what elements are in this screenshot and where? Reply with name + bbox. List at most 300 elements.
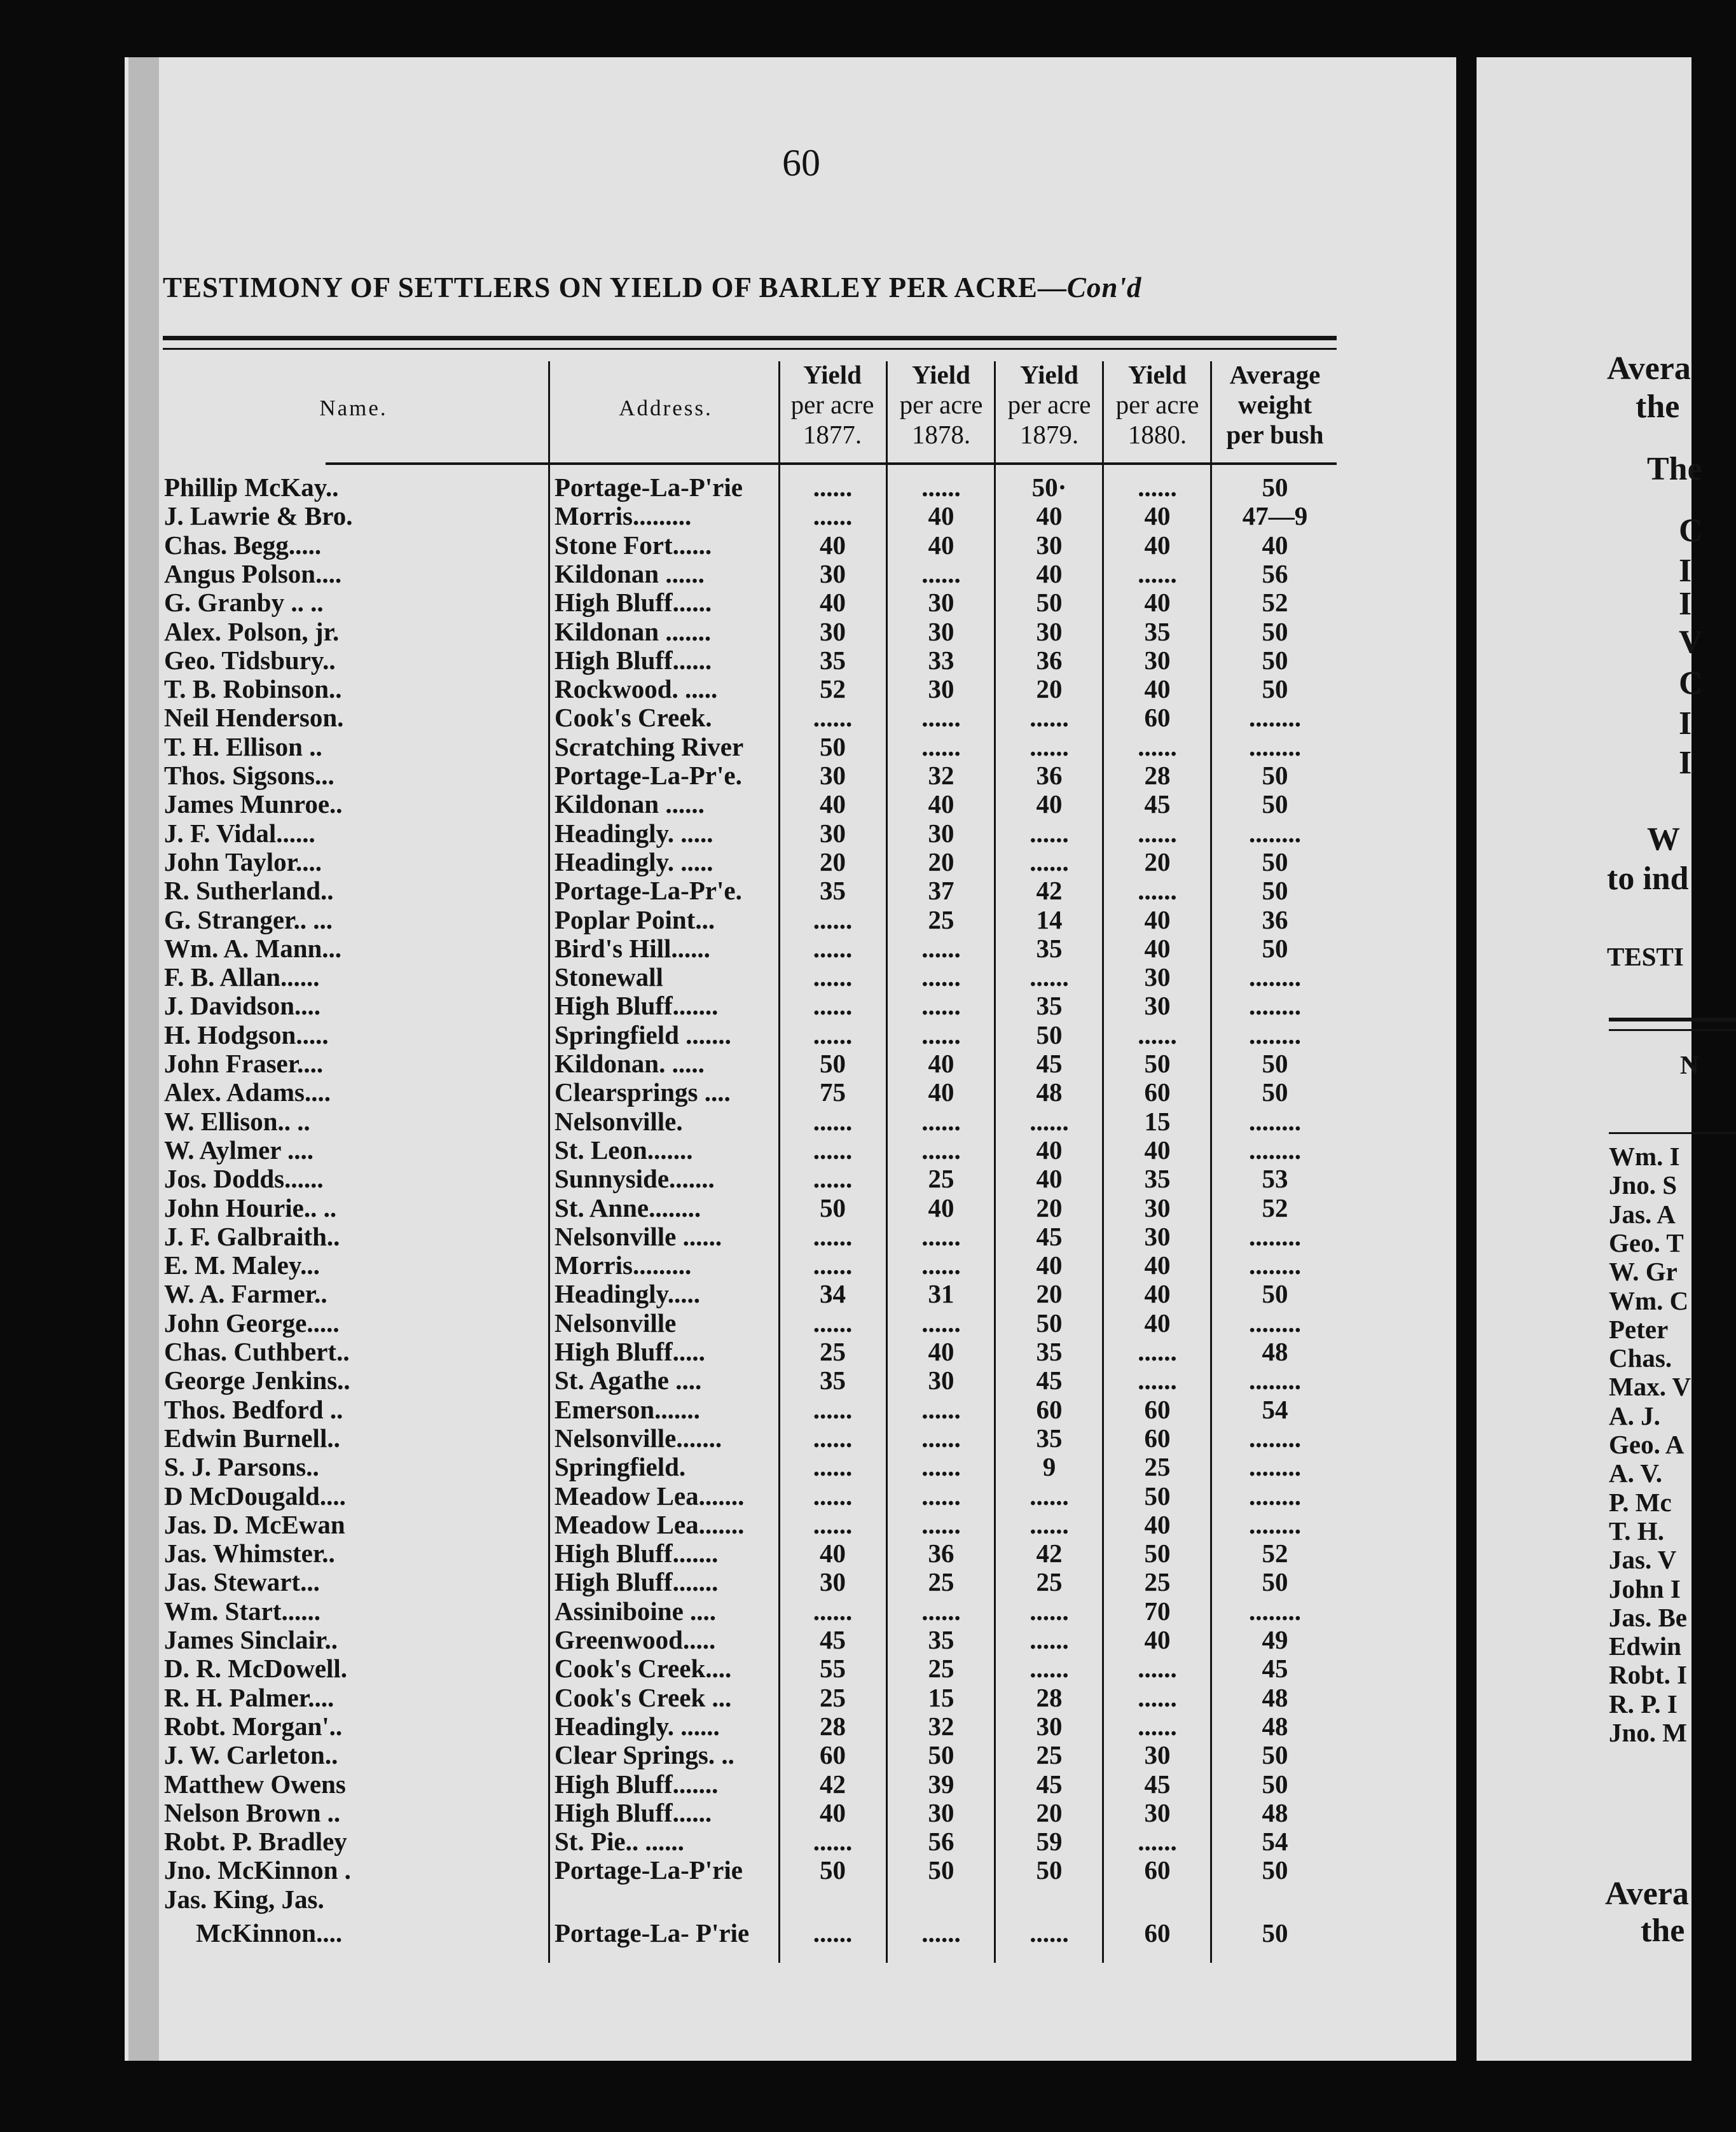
cell-avg: 50 bbox=[1262, 674, 1288, 704]
header-line: Yield bbox=[1128, 360, 1187, 389]
cell-name: Edwin Burnell.. bbox=[164, 1423, 340, 1453]
cell-avg: ........ bbox=[1249, 1481, 1301, 1511]
cell-y1877: 40 bbox=[820, 789, 846, 819]
cell-address: Kildonan ...... bbox=[555, 789, 705, 819]
right-page-text: Max. V bbox=[1609, 1372, 1691, 1402]
cell-avg: 40 bbox=[1262, 530, 1288, 560]
cell-y1878: 25 bbox=[928, 904, 954, 934]
cell-y1877: ...... bbox=[813, 1308, 853, 1338]
cell-address: St. Anne........ bbox=[555, 1193, 701, 1222]
cell-name: Angus Polson.... bbox=[164, 558, 342, 588]
right-page-text: Peter bbox=[1609, 1314, 1669, 1344]
cell-name: John Fraser.... bbox=[164, 1049, 324, 1078]
cell-y1877: ...... bbox=[813, 1106, 853, 1136]
cell-name: Robt. P. Bradley bbox=[164, 1827, 347, 1857]
cell-avg: 50 bbox=[1262, 1049, 1288, 1078]
cell-y1878: ...... bbox=[921, 1308, 961, 1338]
cell-y1880: ...... bbox=[1138, 1020, 1177, 1049]
cell-address: Portage-La-Pr'e. bbox=[555, 876, 742, 906]
cell-y1880: 50 bbox=[1144, 1539, 1171, 1568]
cell-y1879: ...... bbox=[1030, 962, 1069, 992]
right-page bbox=[1477, 57, 1703, 2061]
cell-y1880: 30 bbox=[1144, 645, 1171, 675]
cell-name: Thos. Sigsons... bbox=[164, 761, 334, 790]
cell-avg: 50 bbox=[1262, 645, 1288, 675]
cell-y1880: ...... bbox=[1138, 558, 1177, 588]
cell-avg: 50 bbox=[1262, 761, 1288, 790]
cell-name: Wm. A. Mann... bbox=[164, 933, 342, 963]
cell-y1879: 30 bbox=[1036, 616, 1063, 646]
cell-name: J. F. Vidal...... bbox=[164, 818, 315, 848]
cell-y1878: 50 bbox=[928, 1855, 954, 1885]
right-page-rule bbox=[1609, 1132, 1736, 1134]
cell-avg: 50 bbox=[1262, 1918, 1288, 1948]
header-name: Name. bbox=[319, 396, 388, 420]
cell-y1878: 32 bbox=[928, 1711, 954, 1741]
cell-avg: ........ bbox=[1249, 703, 1301, 733]
cell-avg: ........ bbox=[1249, 1221, 1301, 1251]
cell-y1878: 40 bbox=[928, 1077, 954, 1107]
cell-y1879: ...... bbox=[1030, 818, 1069, 848]
right-page-text: Jas. Be bbox=[1609, 1602, 1687, 1632]
cell-y1877: ...... bbox=[813, 1452, 853, 1482]
cell-y1880: ...... bbox=[1138, 1711, 1177, 1741]
cell-y1879: ...... bbox=[1030, 1509, 1069, 1539]
cell-avg: 56 bbox=[1262, 558, 1288, 588]
cell-y1879: 25 bbox=[1036, 1740, 1063, 1770]
cell-y1879: ...... bbox=[1030, 1106, 1069, 1136]
cell-avg: ........ bbox=[1249, 1423, 1301, 1453]
cell-name: Robt. Morgan'.. bbox=[164, 1711, 343, 1741]
cell-name: James Munroe.. bbox=[164, 789, 343, 819]
cell-y1877: 75 bbox=[820, 1077, 846, 1107]
cell-address: High Bluff....... bbox=[555, 991, 719, 1021]
cell-y1880: 60 bbox=[1144, 1918, 1171, 1948]
cell-avg: 53 bbox=[1262, 1164, 1288, 1194]
cell-address: High Bluff....... bbox=[555, 1539, 719, 1568]
cell-y1877: 45 bbox=[820, 1625, 846, 1654]
right-page-text: Jas. V bbox=[1609, 1545, 1677, 1575]
cell-y1877: 50 bbox=[820, 1049, 846, 1078]
cell-avg: 50 bbox=[1262, 1769, 1288, 1799]
cell-avg: 50 bbox=[1262, 1740, 1288, 1770]
cell-y1879: 40 bbox=[1036, 558, 1063, 588]
header-line: Yield bbox=[1020, 360, 1078, 389]
right-page-text: Avera bbox=[1607, 350, 1691, 387]
cell-y1879: 42 bbox=[1036, 1539, 1063, 1568]
right-page-text: Chas. bbox=[1609, 1343, 1672, 1373]
cell-y1878: ...... bbox=[921, 1394, 961, 1424]
right-page-text: Jno. S bbox=[1609, 1170, 1677, 1200]
cell-name: E. M. Maley... bbox=[164, 1250, 320, 1280]
header-line: per acre bbox=[790, 390, 874, 419]
cell-y1877: 30 bbox=[820, 818, 846, 848]
cell-y1877: 60 bbox=[820, 1740, 846, 1770]
cell-address: Emerson....... bbox=[555, 1394, 700, 1424]
cell-address: Cook's Creek. bbox=[555, 703, 712, 733]
cell-address: St. Leon....... bbox=[555, 1135, 693, 1165]
cell-y1877: 55 bbox=[820, 1654, 846, 1684]
cell-address: Poplar Point... bbox=[555, 904, 715, 934]
header-line: per acre bbox=[899, 390, 983, 419]
cell-avg: 50 bbox=[1262, 1077, 1288, 1107]
cell-y1880: 40 bbox=[1144, 933, 1171, 963]
cell-y1877: 30 bbox=[820, 761, 846, 790]
cell-address: Nelsonville ...... bbox=[555, 1221, 722, 1251]
cell-y1878: ...... bbox=[921, 1423, 961, 1453]
cell-y1877: ...... bbox=[813, 1250, 853, 1280]
cell-address: Greenwood..... bbox=[555, 1625, 716, 1654]
cell-y1877: ...... bbox=[813, 1423, 853, 1453]
cell-y1877: 40 bbox=[820, 1539, 846, 1568]
cell-y1877: ...... bbox=[813, 933, 853, 963]
table-top-rule-thin bbox=[163, 348, 1337, 350]
cell-y1879: 40 bbox=[1036, 1164, 1063, 1194]
cell-name: S. J. Parsons.. bbox=[164, 1452, 319, 1482]
cell-avg: ........ bbox=[1249, 1308, 1301, 1338]
cell-y1879: 50 bbox=[1036, 1020, 1063, 1049]
header-line: per acre bbox=[1007, 390, 1091, 419]
right-page-text: to ind bbox=[1607, 861, 1689, 897]
cell-y1877: 40 bbox=[820, 1797, 846, 1827]
cell-address: Nelsonville bbox=[555, 1308, 677, 1338]
cell-name: Matthew Owens bbox=[164, 1769, 346, 1799]
cell-address: Portage-La-P'rie bbox=[555, 473, 743, 502]
cell-name: J. Lawrie & Bro. bbox=[164, 501, 353, 531]
cell-name: J. F. Galbraith.. bbox=[164, 1221, 340, 1251]
cell-avg: ........ bbox=[1249, 1106, 1301, 1136]
cell-y1877: ...... bbox=[813, 501, 853, 531]
header-yield-1878 bbox=[887, 360, 995, 450]
cell-address: Clearsprings .... bbox=[555, 1077, 731, 1107]
cell-y1880: ...... bbox=[1138, 731, 1177, 761]
cell-y1878: 35 bbox=[928, 1625, 954, 1654]
cell-avg: 50 bbox=[1262, 616, 1288, 646]
cell-avg: ........ bbox=[1249, 1020, 1301, 1049]
cell-y1878: 15 bbox=[928, 1682, 954, 1712]
cell-name: Nelson Brown .. bbox=[164, 1797, 341, 1827]
cell-y1879: 45 bbox=[1036, 1221, 1063, 1251]
cell-name: T. H. Ellison .. bbox=[164, 731, 322, 761]
cell-y1877: 25 bbox=[820, 1337, 846, 1366]
right-page-text: A. J. bbox=[1609, 1401, 1660, 1430]
cell-address: Headingly. ...... bbox=[555, 1711, 720, 1741]
cell-name: R. H. Palmer.... bbox=[164, 1682, 334, 1712]
right-page-text: the bbox=[1636, 389, 1680, 425]
cell-name: James Sinclair.. bbox=[164, 1625, 338, 1654]
cell-y1879: 35 bbox=[1036, 991, 1063, 1021]
cell-address: Clear Springs. .. bbox=[555, 1740, 734, 1770]
right-page-text: TESTI bbox=[1607, 942, 1684, 971]
cell-y1877: 30 bbox=[820, 616, 846, 646]
cell-y1878: ...... bbox=[921, 731, 961, 761]
cell-avg: 52 bbox=[1262, 1193, 1288, 1222]
cell-y1877: 42 bbox=[820, 1769, 846, 1799]
page-title bbox=[163, 271, 1141, 304]
cell-address: High Bluff..... bbox=[555, 1337, 705, 1366]
cell-y1878: ...... bbox=[921, 1481, 961, 1511]
cell-y1880: 30 bbox=[1144, 991, 1171, 1021]
right-page-text: V bbox=[1679, 624, 1703, 660]
cell-y1880: 20 bbox=[1144, 847, 1171, 876]
cell-name: G. Stranger.. ... bbox=[164, 904, 333, 934]
cell-address: Meadow Lea....... bbox=[555, 1509, 745, 1539]
cell-y1879: 59 bbox=[1036, 1827, 1063, 1857]
cell-y1880: 40 bbox=[1144, 1308, 1171, 1338]
cell-y1877: ...... bbox=[813, 1596, 853, 1626]
cell-y1878: 40 bbox=[928, 501, 954, 531]
cell-y1880: 30 bbox=[1144, 1797, 1171, 1827]
header-line: 1880. bbox=[1127, 420, 1187, 449]
cell-y1880: ...... bbox=[1138, 1654, 1177, 1684]
cell-y1877: 20 bbox=[820, 847, 846, 876]
cell-y1878: ...... bbox=[921, 1221, 961, 1251]
cell-y1880: ...... bbox=[1138, 1682, 1177, 1712]
page-number: 60 bbox=[782, 142, 820, 184]
cell-y1880: 40 bbox=[1144, 501, 1171, 531]
right-page-text: Geo. T bbox=[1609, 1228, 1684, 1257]
cell-avg: 50 bbox=[1262, 1855, 1288, 1885]
cell-y1878: ...... bbox=[921, 933, 961, 963]
cell-y1878: 30 bbox=[928, 588, 954, 618]
cell-y1877: 35 bbox=[820, 876, 846, 906]
right-page-text: Avera bbox=[1605, 1876, 1689, 1912]
cell-avg: ........ bbox=[1249, 1135, 1301, 1165]
cell-y1878: ...... bbox=[921, 558, 961, 588]
right-page-text: Jno. M bbox=[1609, 1718, 1687, 1747]
right-page-text: I bbox=[1679, 586, 1692, 622]
cell-y1880: ...... bbox=[1138, 1827, 1177, 1857]
cell-address: Headingly. ..... bbox=[555, 847, 713, 876]
cell-name: Jas. D. McEwan bbox=[164, 1509, 345, 1539]
cell-name: W. A. Farmer.. bbox=[164, 1279, 327, 1309]
right-page-text: I bbox=[1679, 745, 1692, 781]
table-top-rule bbox=[163, 336, 1337, 340]
cell-address: Kildonan ....... bbox=[555, 616, 712, 646]
cell-y1879: 20 bbox=[1036, 1797, 1063, 1827]
cell-y1879: 36 bbox=[1036, 645, 1063, 675]
cell-y1879: 48 bbox=[1036, 1077, 1063, 1107]
cell-y1878: ...... bbox=[921, 962, 961, 992]
cell-avg: 50 bbox=[1262, 789, 1288, 819]
cell-y1879: 42 bbox=[1036, 876, 1063, 906]
cell-y1877: ...... bbox=[813, 1918, 853, 1948]
cell-avg: 45 bbox=[1262, 1654, 1288, 1684]
cell-y1877: 50 bbox=[820, 731, 846, 761]
cell-y1880: 40 bbox=[1144, 904, 1171, 934]
cell-address: High Bluff...... bbox=[555, 645, 712, 675]
cell-y1877: 50 bbox=[820, 1193, 846, 1222]
header-line: 1879. bbox=[1019, 420, 1079, 449]
cell-y1880: 45 bbox=[1144, 789, 1171, 819]
cell-y1879: 30 bbox=[1036, 530, 1063, 560]
cell-y1877: ...... bbox=[813, 904, 853, 934]
right-page-text: John I bbox=[1609, 1574, 1681, 1603]
cell-y1880: 30 bbox=[1144, 1193, 1171, 1222]
cell-address: Sunnyside....... bbox=[555, 1164, 715, 1194]
cell-y1878: ...... bbox=[921, 1106, 961, 1136]
cell-avg: 50 bbox=[1262, 847, 1288, 876]
cell-y1880: 40 bbox=[1144, 674, 1171, 704]
right-page-text: Geo. A bbox=[1609, 1430, 1684, 1459]
cell-y1877: 28 bbox=[820, 1711, 846, 1741]
cell-y1880: 50 bbox=[1144, 1481, 1171, 1511]
cell-y1878: ...... bbox=[921, 1596, 961, 1626]
header-line: per bush bbox=[1226, 420, 1324, 449]
cell-y1878: ...... bbox=[921, 991, 961, 1021]
cell-y1877: 35 bbox=[820, 645, 846, 675]
cell-avg: 54 bbox=[1262, 1394, 1288, 1424]
cell-y1878: 39 bbox=[928, 1769, 954, 1799]
right-page-text: C bbox=[1679, 513, 1703, 549]
cell-y1878: 50 bbox=[928, 1740, 954, 1770]
cell-y1879: ...... bbox=[1030, 1596, 1069, 1626]
cell-name: Jos. Dodds...... bbox=[164, 1164, 324, 1194]
cell-y1877: 30 bbox=[820, 1567, 846, 1597]
cell-avg: ........ bbox=[1249, 1250, 1301, 1280]
cell-name: Geo. Tidsbury.. bbox=[164, 645, 336, 675]
cell-y1879: 45 bbox=[1036, 1769, 1063, 1799]
cell-address: High Bluff...... bbox=[555, 588, 712, 618]
cell-avg: ........ bbox=[1249, 1452, 1301, 1482]
header-line: 1878. bbox=[911, 420, 971, 449]
cell-y1879: 36 bbox=[1036, 761, 1063, 790]
cell-y1878: 30 bbox=[928, 1797, 954, 1827]
cell-y1879: 35 bbox=[1036, 933, 1063, 963]
cell-name: Thos. Bedford .. bbox=[164, 1394, 343, 1424]
cell-y1877: ...... bbox=[813, 1481, 853, 1511]
cell-y1878: ...... bbox=[921, 1452, 961, 1482]
cell-avg: ........ bbox=[1249, 818, 1301, 848]
cell-y1879: 9 bbox=[1042, 1452, 1056, 1482]
cell-y1880: 60 bbox=[1144, 1855, 1171, 1885]
right-page-text: W. Gr bbox=[1609, 1257, 1677, 1287]
cell-address: Kildonan. ..... bbox=[555, 1049, 705, 1078]
cell-address: Scratching River bbox=[555, 731, 744, 761]
cell-y1877: ...... bbox=[813, 1827, 853, 1857]
cell-y1877: 50 bbox=[820, 1855, 846, 1885]
cell-y1880: 35 bbox=[1144, 1164, 1171, 1194]
cell-y1879: ...... bbox=[1030, 731, 1069, 761]
cell-y1879: ...... bbox=[1030, 1918, 1069, 1948]
header-yield-1880 bbox=[1103, 360, 1211, 450]
header-line: 1877. bbox=[803, 420, 862, 449]
cell-y1880: 60 bbox=[1144, 1394, 1171, 1424]
cell-y1878: 31 bbox=[928, 1279, 954, 1309]
cell-address: Morris......... bbox=[555, 501, 692, 531]
cell-name: R. Sutherland.. bbox=[164, 876, 334, 906]
cell-avg: 52 bbox=[1262, 588, 1288, 618]
header-line: Yield bbox=[803, 360, 862, 389]
cell-y1878: 33 bbox=[928, 645, 954, 675]
cell-name: Chas. Begg..... bbox=[164, 530, 322, 560]
cell-y1880: 40 bbox=[1144, 530, 1171, 560]
cell-address: Cook's Creek.... bbox=[555, 1654, 732, 1684]
column-divider bbox=[548, 361, 550, 1963]
cell-y1879: 20 bbox=[1036, 1279, 1063, 1309]
cell-y1880: 60 bbox=[1144, 703, 1171, 733]
right-page-text: Wm. I bbox=[1609, 1142, 1680, 1171]
cell-avg: 54 bbox=[1262, 1827, 1288, 1857]
right-page-text: N bbox=[1680, 1050, 1699, 1079]
header-average-weight bbox=[1211, 360, 1339, 450]
cell-y1880: 15 bbox=[1144, 1106, 1171, 1136]
cell-y1877: ...... bbox=[813, 962, 853, 992]
cell-avg: 50 bbox=[1262, 933, 1288, 963]
cell-address: Rockwood. ..... bbox=[555, 674, 718, 704]
cell-address: Bird's Hill...... bbox=[555, 933, 710, 963]
cell-y1878: 32 bbox=[928, 761, 954, 790]
cell-y1880: 70 bbox=[1144, 1596, 1171, 1626]
cell-y1879: 20 bbox=[1036, 1193, 1063, 1222]
cell-y1880: ...... bbox=[1138, 1366, 1177, 1395]
cell-address: Stone Fort...... bbox=[555, 530, 712, 560]
cell-name: Neil Henderson. bbox=[164, 703, 344, 733]
cell-y1878: ...... bbox=[921, 1250, 961, 1280]
header-line: Average bbox=[1229, 360, 1321, 389]
cell-name: F. B. Allan...... bbox=[164, 962, 320, 992]
header-line: per acre bbox=[1115, 390, 1199, 419]
cell-name: H. Hodgson..... bbox=[164, 1020, 329, 1049]
right-page-text: C bbox=[1679, 665, 1703, 702]
cell-y1880: 25 bbox=[1144, 1567, 1171, 1597]
cell-y1880: 30 bbox=[1144, 1740, 1171, 1770]
cell-name: Jas. King, Jas. bbox=[164, 1884, 324, 1914]
cell-avg: 47—9 bbox=[1242, 501, 1308, 531]
cell-name: John Taylor.... bbox=[164, 847, 322, 876]
title-suffix: Con'd bbox=[1066, 272, 1142, 303]
cell-address: Springfield ....... bbox=[555, 1020, 731, 1049]
cell-address: Headingly. ..... bbox=[555, 818, 713, 848]
cell-y1879: 14 bbox=[1036, 904, 1063, 934]
cell-address: Stonewall bbox=[555, 962, 663, 992]
cell-y1878: 40 bbox=[928, 1049, 954, 1078]
cell-y1878: 37 bbox=[928, 876, 954, 906]
cell-y1878: 25 bbox=[928, 1567, 954, 1597]
cell-y1878: ...... bbox=[921, 1135, 961, 1165]
cell-address: Nelsonville. bbox=[555, 1106, 683, 1136]
cell-address: Portage-La-Pr'e. bbox=[555, 761, 742, 790]
cell-name: Jas. Whimster.. bbox=[164, 1539, 335, 1568]
cell-y1879: 45 bbox=[1036, 1366, 1063, 1395]
cell-y1878: 40 bbox=[928, 789, 954, 819]
title-main: TESTIMONY OF SETTLERS ON YIELD OF BARLEY PER ACRE— bbox=[163, 272, 1067, 303]
cell-avg: 50 bbox=[1262, 473, 1288, 502]
cell-name: W. Ellison.. .. bbox=[164, 1106, 310, 1136]
right-page-text: I bbox=[1679, 553, 1692, 589]
cell-y1877: ...... bbox=[813, 1221, 853, 1251]
cell-y1879: 50 bbox=[1036, 1308, 1063, 1338]
cell-avg: 48 bbox=[1262, 1797, 1288, 1827]
cell-name: George Jenkins.. bbox=[164, 1366, 350, 1395]
cell-y1878: ...... bbox=[921, 703, 961, 733]
cell-avg: ........ bbox=[1249, 991, 1301, 1021]
cell-name: Wm. Start...... bbox=[164, 1596, 320, 1626]
cell-address: St. Agathe .... bbox=[555, 1366, 702, 1395]
cell-avg: 50 bbox=[1262, 1279, 1288, 1309]
right-page-text: The bbox=[1647, 451, 1702, 487]
cell-address: Morris......... bbox=[555, 1250, 692, 1280]
cell-address: High Bluff....... bbox=[555, 1567, 719, 1597]
cell-address: High Bluff....... bbox=[555, 1769, 719, 1799]
cell-y1878: 20 bbox=[928, 847, 954, 876]
cell-y1877: 52 bbox=[820, 674, 846, 704]
cell-y1877: ...... bbox=[813, 991, 853, 1021]
cell-avg: 48 bbox=[1262, 1682, 1288, 1712]
right-page-rule bbox=[1609, 1029, 1736, 1031]
cell-address: High Bluff...... bbox=[555, 1797, 712, 1827]
right-page-text: I bbox=[1679, 705, 1692, 742]
